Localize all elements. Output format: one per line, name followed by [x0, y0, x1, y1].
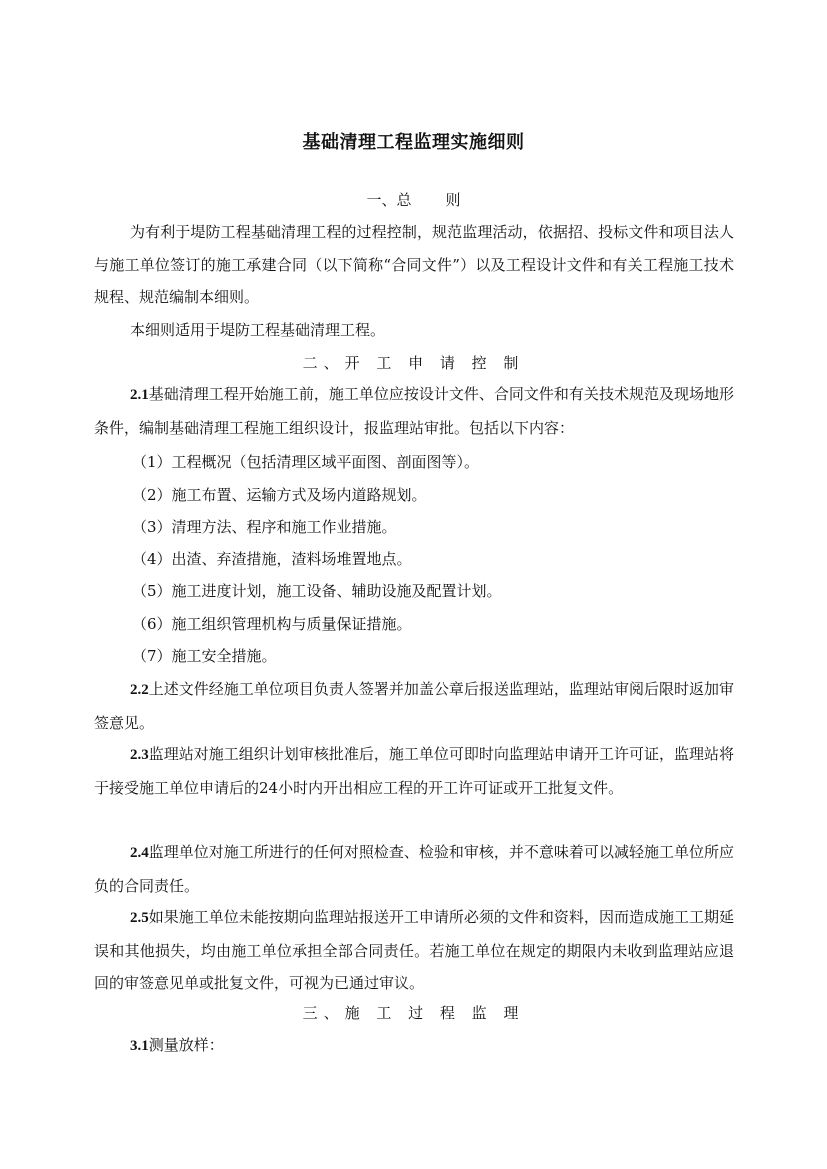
section-heading-general-prefix: 一、总	[366, 191, 412, 209]
list-item: （5）施工进度计划，施工设备、辅助设施及配置计划。	[132, 582, 502, 600]
clause-2-4-number: 2.4	[130, 845, 149, 861]
clause-2-1-number: 2.1	[130, 387, 149, 403]
list-item: （1）工程概况（包括清理区域平面图、剖面图等）。	[132, 453, 480, 471]
list-item: （2）施工布置、运输方式及场内道路规划。	[132, 486, 427, 504]
clause-3-1-number: 3.1	[130, 1038, 149, 1054]
clause-2-1	[94, 378, 734, 444]
clause-3-1-text: 测量放样：	[148, 1036, 224, 1054]
general-paragraph-scope: 本细则适用于堤防工程基础清理工程。	[130, 321, 386, 339]
general-paragraph-purpose: 为有利于堤防工程基础清理工程的过程控制，规范监理活动，依据招、投标文件和项目法人与施工单位签订的施工承建合同（以下简称“合同文件”）以及工程设计文件和有关工程施工技术规程、规范编制本细则。	[94, 223, 734, 306]
section-heading-general	[0, 190, 827, 210]
clause-2-5	[94, 901, 734, 1000]
list-item: （6）施工组织管理机构与质量保证措施。	[132, 615, 412, 633]
list-item: （4）出渣、弃渣措施，渣料场堆置地点。	[132, 550, 412, 568]
clause-2-5-number: 2.5	[130, 910, 149, 926]
section-heading-start-application: 二、开 工 申 请 控 制	[302, 354, 525, 372]
section-heading-general-suffix: 则	[445, 191, 461, 209]
clause-2-4-text: 监理单位对施工所进行的任何对照检查、检验和审核，并不意味着可以减轻施工单位所应负的合同责任。	[94, 843, 734, 895]
document-title: 基础清理工程监理实施细则	[302, 132, 525, 153]
list-item: （3）清理方法、程序和施工作业措施。	[132, 518, 397, 536]
clause-2-1-text: 基础清理工程开始施工前，施工单位应按设计文件、合同文件和有关技术规范及现场地形条件，编制基础清理工程施工组织设计，报监理站审批。包括以下内容：	[94, 385, 734, 437]
clause-2-2	[94, 673, 734, 739]
clause-2-5-text: 如果施工单位未能按期向监理站报送开工申请所必须的文件和资料，因而造成施工工期延误和其他损失，均由施工单位承担全部合同责任。若施工单位在规定的期限内未收到监理站应退回的审签意见单或批复文件，可视为已通过审议。	[94, 908, 734, 992]
clause-2-2-number: 2.2	[130, 682, 149, 698]
clause-2-4	[94, 836, 734, 902]
clause-2-3	[94, 738, 734, 804]
clause-2-2-text: 上述文件经施工单位项目负责人签署并加盖公章后报送监理站，监理站审阅后限时返加审签意见。	[94, 680, 734, 732]
clause-2-3-text: 监理站对施工组织计划审核批准后，施工单位可即时向监理站申请开工许可证，监理站将于接受施工单位申请后的24小时内开出相应工程的开工许可证或开工批复文件。	[94, 745, 734, 797]
clause-3-1	[94, 1029, 734, 1063]
section-heading-construction-supervision: 三、施 工 过 程 监 理	[302, 1004, 525, 1022]
clause-2-3-number: 2.3	[130, 747, 149, 763]
list-item: （7）施工安全措施。	[132, 647, 277, 665]
